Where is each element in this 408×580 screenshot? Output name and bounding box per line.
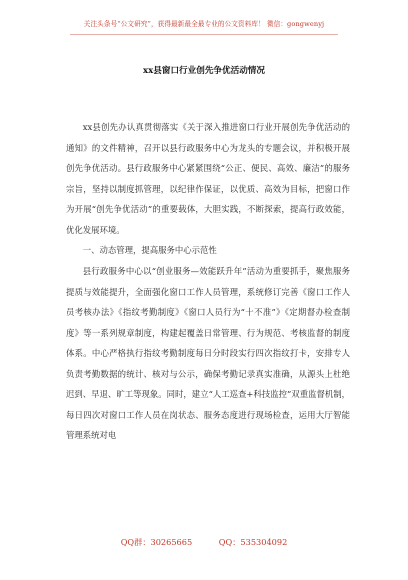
footer-qq-number: QQ：535304092 xyxy=(218,537,288,547)
paragraph-intro xyxy=(66,117,350,240)
header-banner: 关注头条号“公文研究”，获得最新最全最专业的公文资料库！ 微信：gongwenyj xyxy=(83,20,325,28)
paragraph-section-1 xyxy=(66,261,350,446)
paragraph-intro-text: xx县创先办认真贯彻落实《关于深入推进窗口行业开展创先争优活动的通知》的文件精神，召开以县行政服务中心为龙头的专题会议，并积极开展创先争优活动。县行政服务中心紧紧围绕“公正、便民、高效、廉洁”的服务宗旨，坚持以制度抓管理，以纪律作保证，以优质、高效为目标，把窗口作为开展“创先争优活动”的重要载体，大胆实践，不断探索，提高行政效能，优化发展环境。 xyxy=(66,122,350,235)
footer-qq-group: QQ群：30265665 xyxy=(120,537,193,547)
section-heading-1: 一、动态管理，提高服务中心示范性 xyxy=(82,245,217,255)
paragraph-section-1-text: 县行政服务中心以“创业服务—效能跃升年”活动为重要抓手，聚焦服务提质与效能提升，全面强化窗口工作人员管理，系统修订完善《窗口工作人员考核办法》《指纹考勤制度》《窗口人员行为“十不准”》《定期督办检查制度》等一系列规章制度，构建起覆盖日常管理、行为规范、考核监督的制度体系。中心严格执行指纹考勤制度每日分时段实行四次指纹打卡，安排专人负责考勤数据的统计、核对与公示，确保考勤记录真实准确，从源头上杜绝迟到、早退、旷工等现象。同时，建立“人工巡查+科技监控”双重监督机制，每日四次对窗口工作人员在岗状态、服务态度进行现场检查，运用大厅智能管理系统对电 xyxy=(66,266,350,440)
document-title: xx县窗口行业创先争优活动情况 xyxy=(143,66,265,76)
footer-contact xyxy=(0,537,408,548)
header-divider xyxy=(70,34,338,35)
